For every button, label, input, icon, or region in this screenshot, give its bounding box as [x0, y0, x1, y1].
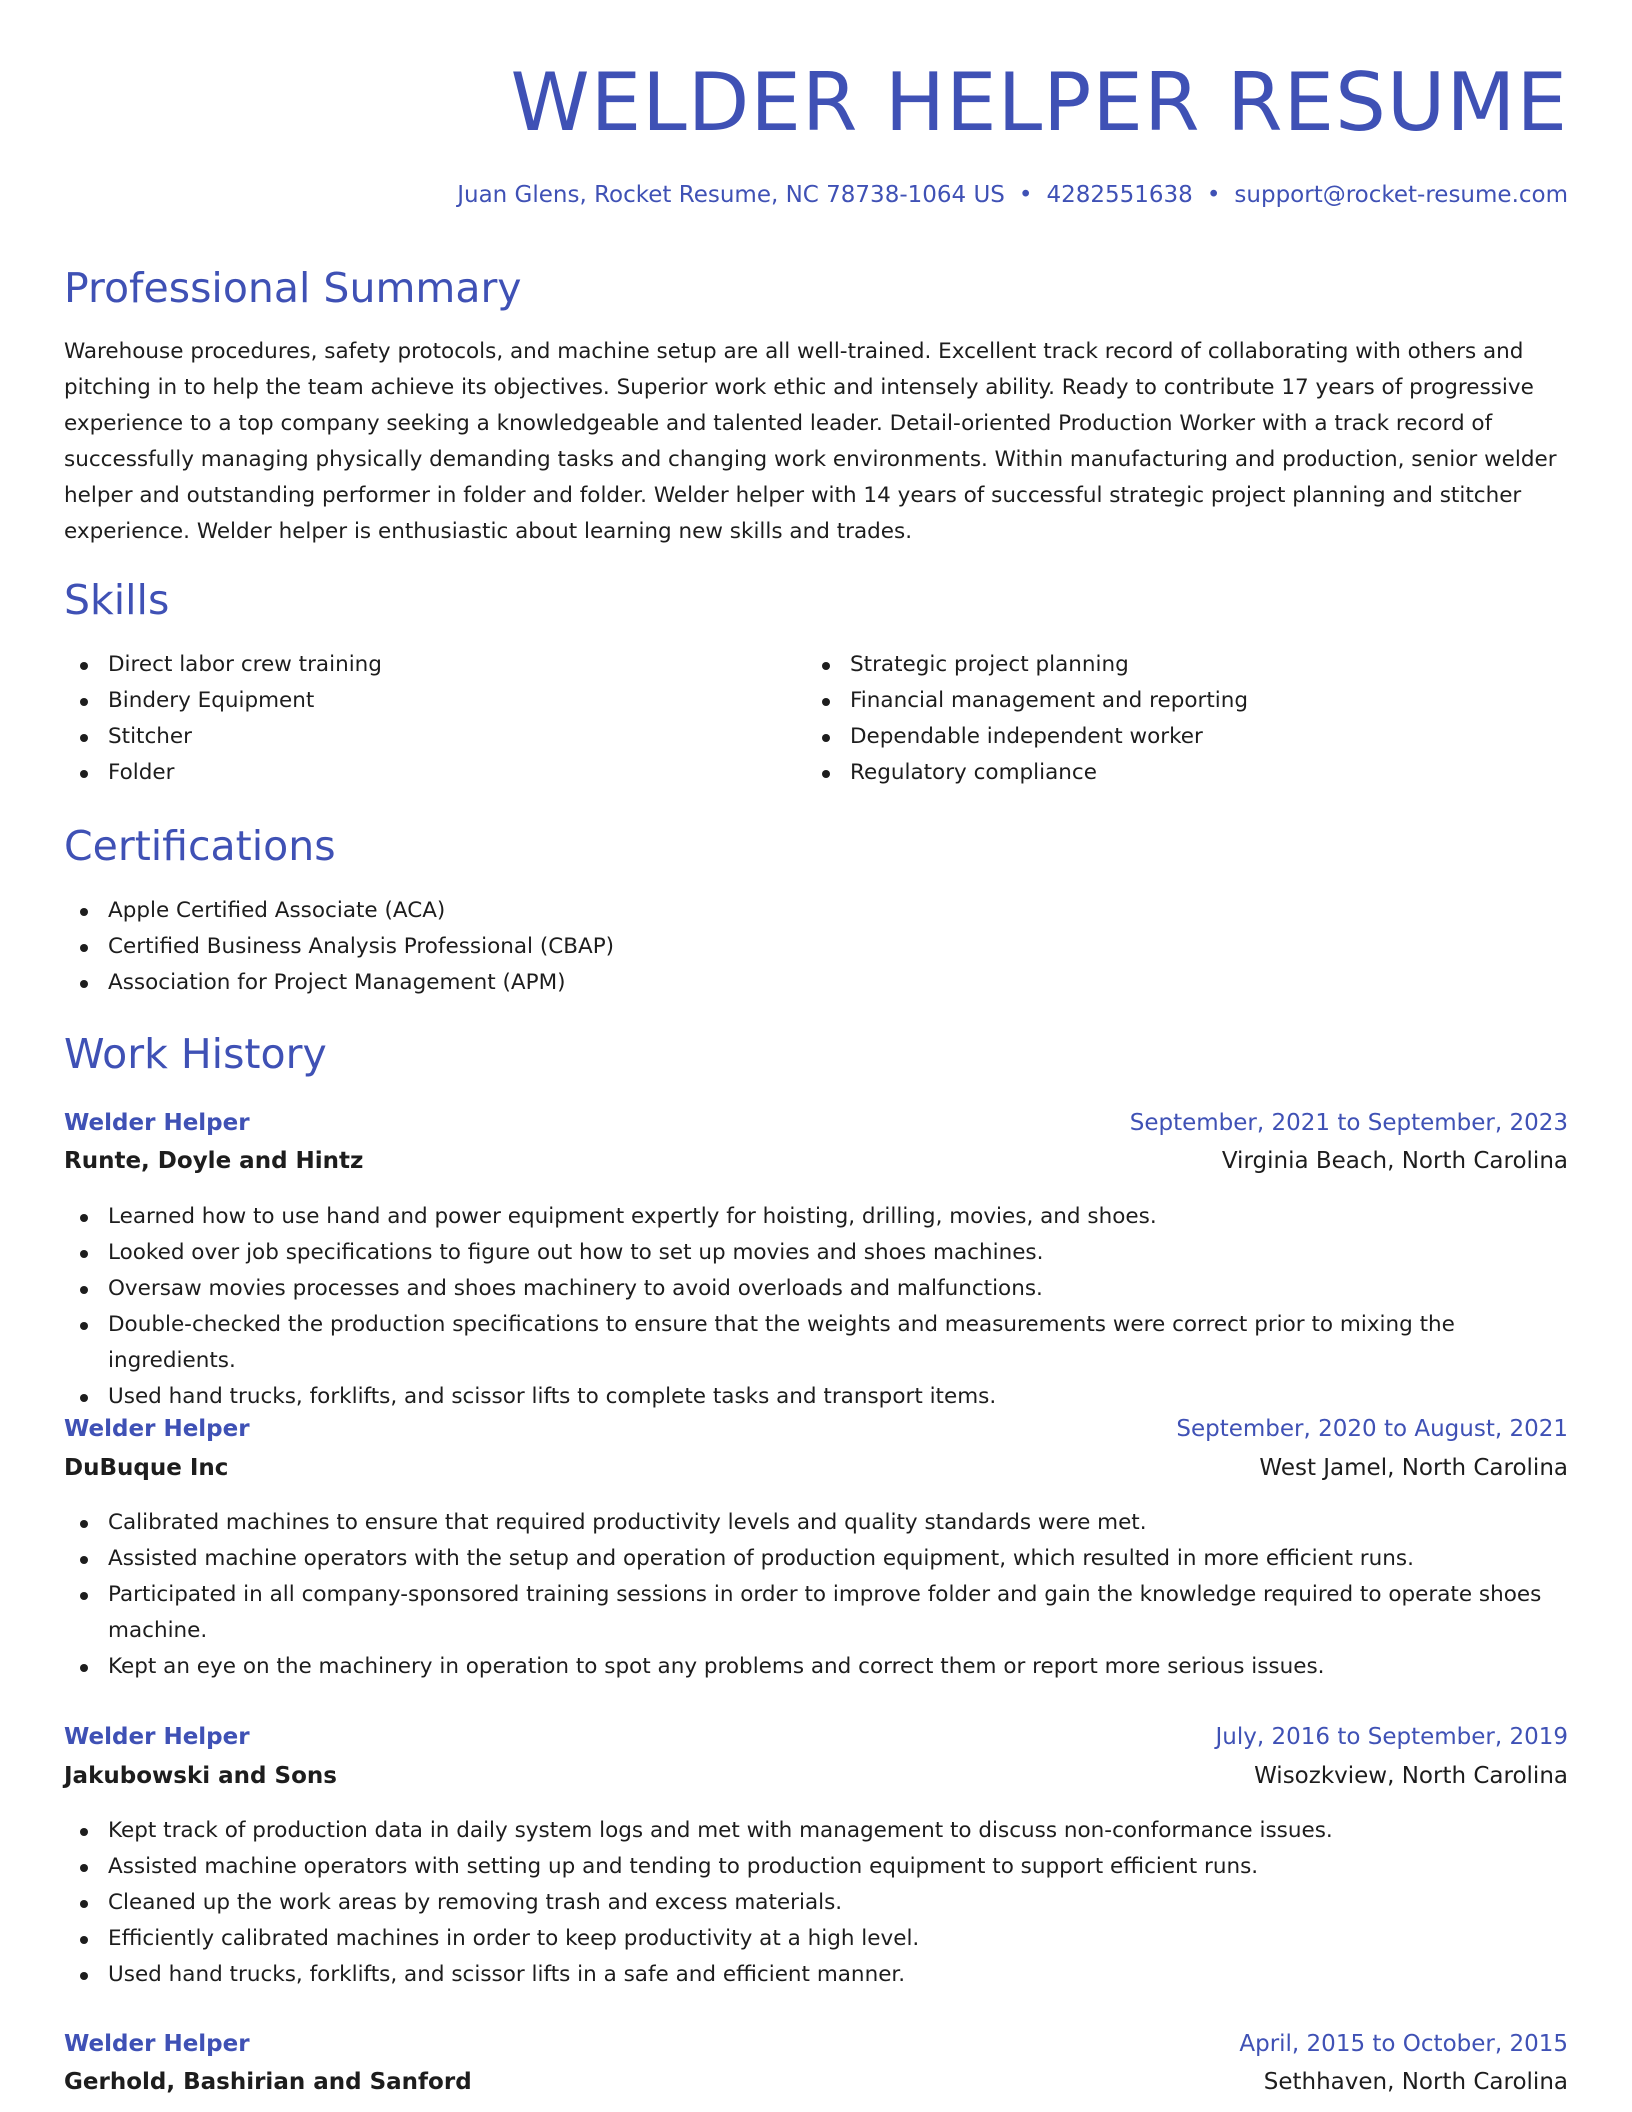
skill-item: Strategic project planning	[806, 647, 1566, 683]
job-bullet: Oversaw movies processes and shoes machinery to avoid overloads and malfunctions.	[64, 1271, 1568, 1307]
job-bullets	[64, 1813, 1568, 1993]
skills-heading: Skills	[64, 576, 170, 624]
job-bullet: Calibrated machines to ensure that required productivity levels and quality standards were met.	[64, 1505, 1568, 1541]
job-bullet: Used hand trucks, forklifts, and scissor lifts in a safe and efficient manner.	[64, 1957, 1568, 1993]
job-title: Welder Helper	[64, 1416, 250, 1442]
summary-heading: Professional Summary	[64, 264, 522, 312]
skill-item: Direct labor crew training	[64, 647, 764, 683]
certification-item: Association for Project Management (APM)	[64, 965, 1568, 1001]
job-title: Welder Helper	[64, 1110, 250, 1136]
summary-text: Warehouse procedures, safety protocols, and machine setup are all well-trained. Excellent track record of collaborating with others and pitching in to help the team achieve its objectives. Superior work ethic and intensely ability. Ready to contribute 17 years of progressive experience to a top company seeking a knowledgeable and talented leader. Detail-oriented Production Worker with a track record of successfully managing physically demanding tasks and changing work environments. Within manufacturing and production, senior welder helper and outstanding performer in folder and folder. Welder helper with 14 years of successful strategic project planning and stitcher experience. Welder helper is enthusiastic about learning new skills and trades.	[64, 339, 1557, 544]
job-bullet: Kept track of production data in daily system logs and met with management to discuss non-conformance issues.	[64, 1813, 1568, 1849]
job-bullet: Used hand trucks, forklifts, and scissor lifts to complete tasks and transport items.	[64, 1379, 1568, 1415]
job-title: Welder Helper	[64, 2031, 250, 2057]
certifications-list	[64, 893, 1568, 1001]
job-bullet: Efficiently calibrated machines in order to keep productivity at a high level.	[64, 1921, 1568, 1957]
contact-email: support@rocket-resume.com	[1234, 182, 1568, 208]
job-location: Wisozkview, North Carolina	[1254, 1763, 1568, 1789]
job-bullets	[64, 1199, 1568, 1415]
certifications-heading: Certifications	[64, 822, 336, 870]
skill-item: Dependable independent worker	[806, 719, 1566, 755]
contact-line	[457, 180, 1568, 210]
work-history-heading: Work History	[64, 1030, 327, 1078]
job-bullet: Kept an eye on the machinery in operation to spot any problems and correct them or report more serious issues.	[64, 1649, 1568, 1685]
job-bullet: Participated in all company-sponsored training sessions in order to improve folder and gain the knowledge required to operate shoes machine.	[64, 1577, 1568, 1649]
certification-item: Apple Certified Associate (ACA)	[64, 893, 1568, 929]
job-location: Virginia Beach, North Carolina	[1221, 1148, 1568, 1174]
job-title: Welder Helper	[64, 1724, 250, 1750]
contact-separator: •	[1018, 182, 1033, 208]
skill-item: Financial management and reporting	[806, 683, 1566, 719]
skill-item: Folder	[64, 755, 764, 791]
job-dates: July, 2016 to September, 2019	[1215, 1724, 1568, 1750]
job-bullet: Learned how to use hand and power equipment expertly for hoisting, drilling, movies, and shoes.	[64, 1199, 1568, 1235]
skill-item: Regulatory compliance	[806, 755, 1566, 791]
job-bullet: Double-checked the production specifications to ensure that the weights and measurements were correct prior to mixing the ingredients.	[64, 1307, 1568, 1379]
contact-address: Juan Glens, Rocket Resume, NC 78738-1064 US	[457, 182, 1005, 208]
job-bullet: Assisted machine operators with the setup and operation of production equipment, which resulted in more efficient runs.	[64, 1541, 1568, 1577]
job-dates: September, 2020 to August, 2021	[1176, 1416, 1568, 1442]
job-dates: September, 2021 to September, 2023	[1129, 1110, 1568, 1136]
job-company: Jakubowski and Sons	[64, 1763, 337, 1789]
job-location: West Jamel, North Carolina	[1259, 1455, 1568, 1481]
job-bullet: Cleaned up the work areas by removing trash and excess materials.	[64, 1885, 1568, 1921]
job-company: DuBuque Inc	[64, 1455, 229, 1481]
skills-list-right	[806, 647, 1566, 791]
job-bullet: Looked over job specifications to figure out how to set up movies and shoes machines.	[64, 1235, 1568, 1271]
certification-item: Certified Business Analysis Professional (CBAP)	[64, 929, 1568, 965]
skills-list-left	[64, 647, 764, 791]
job-company: Gerhold, Bashirian and Sanford	[64, 2069, 472, 2095]
job-company: Runte, Doyle and Hintz	[64, 1148, 364, 1174]
job-location: Sethhaven, North Carolina	[1263, 2069, 1568, 2095]
contact-separator: •	[1206, 182, 1221, 208]
contact-phone: 4282551638	[1046, 182, 1193, 208]
skill-item: Stitcher	[64, 719, 764, 755]
job-bullets	[64, 1505, 1568, 1685]
skill-item: Bindery Equipment	[64, 683, 764, 719]
job-dates: April, 2015 to October, 2015	[1239, 2031, 1568, 2057]
job-bullet: Assisted machine operators with setting up and tending to production equipment to support efficient runs.	[64, 1849, 1568, 1885]
resume-title: WELDER HELPER RESUME	[510, 56, 1568, 149]
